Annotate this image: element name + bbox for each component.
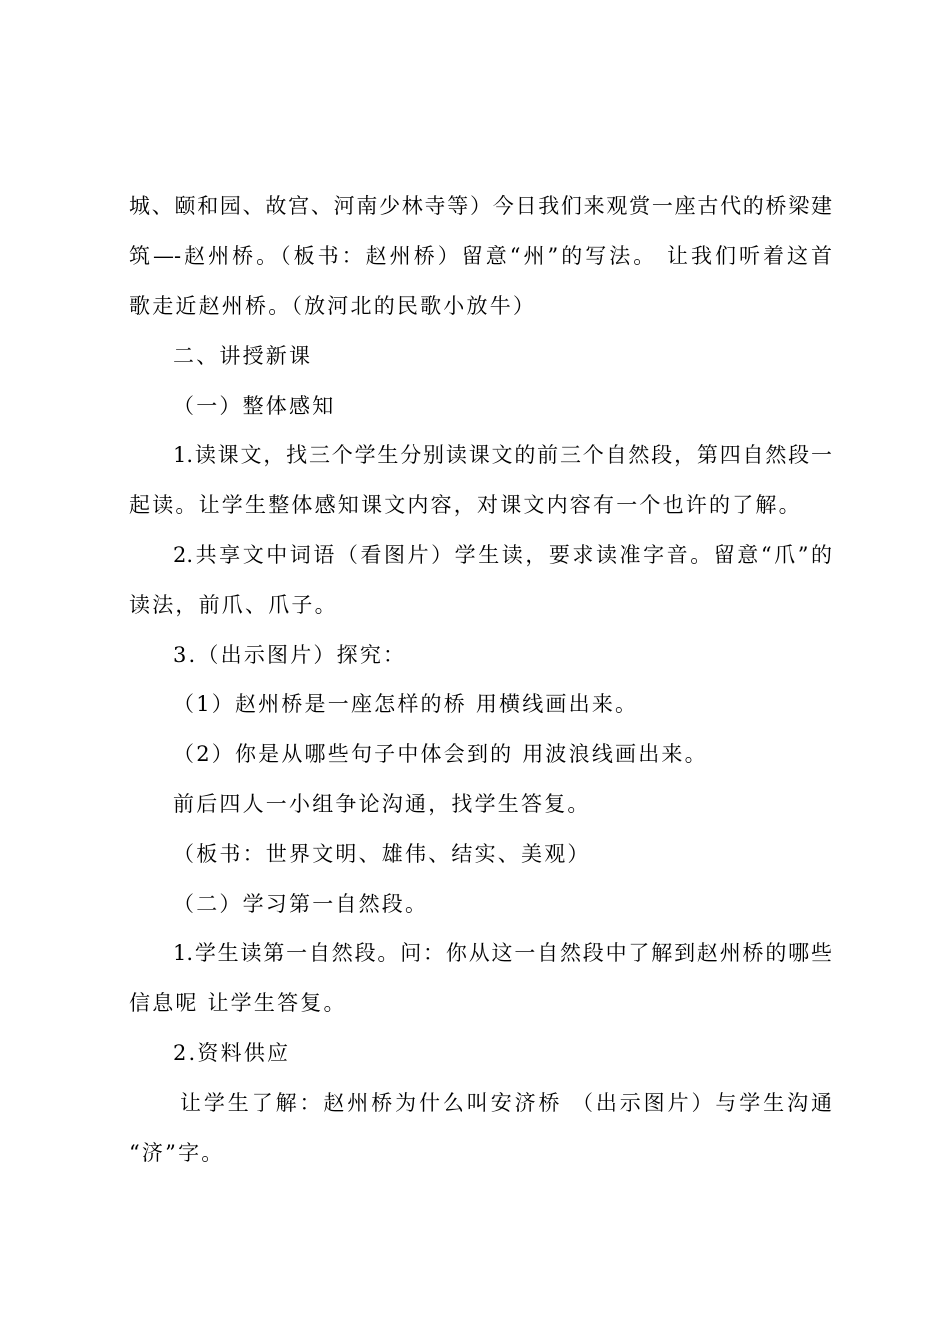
paragraph-line: 1.学生读第一自然段。问：你从这一自然段中了解到赵州桥的哪些 xyxy=(173,941,832,965)
paragraph-line: （1）赵州桥是一座怎样的桥 用横线画出来。 xyxy=(173,692,639,716)
paragraph-line: 让学生了解：赵州桥为什么叫安济桥 （出示图片）与学生沟通 xyxy=(180,1091,832,1115)
subsection-heading: （二）学习第一自然段。 xyxy=(173,892,429,916)
paragraph-line: 起读。让学生整体感知课文内容，对课文内容有一个也许的了解。 xyxy=(129,493,802,517)
paragraph-line: （2）你是从哪些句子中体会到的 用波浪线画出来。 xyxy=(173,742,708,766)
paragraph-line: 城、颐和园、故宫、河南少林寺等）今日我们来观赏一座古代的桥梁建 xyxy=(129,194,832,218)
paragraph-line: 信息呢 让学生答复。 xyxy=(129,991,347,1015)
paragraph-line: （板书：世界文明、雄伟、结实、美观） xyxy=(173,842,591,866)
subsection-heading: （一）整体感知 xyxy=(173,394,336,418)
paragraph-line: 读法，前爪、爪子。 xyxy=(129,593,338,617)
paragraph-line: 2.共享文中词语（看图片）学生读，要求读准字音。留意“爪”的 xyxy=(173,543,832,567)
paragraph-line: 歌走近赵州桥。（放河北的民歌小放牛） xyxy=(129,294,537,318)
paragraph-line: 3.（出示图片）探究： xyxy=(173,643,407,667)
paragraph-line: 前后四人一小组争论沟通，找学生答复。 xyxy=(173,792,591,816)
paragraph-line: 1.读课文，找三个学生分别读课文的前三个自然段，第四自然段一 xyxy=(173,443,832,467)
section-heading: 二、讲授新课 xyxy=(173,344,313,368)
paragraph-line: 筑—-赵州桥。（板书：赵州桥）留意“州”的写法。 让我们听着这首 xyxy=(129,244,832,268)
paragraph-line: “济”字。 xyxy=(129,1141,225,1165)
paragraph-line: 2.资料供应 xyxy=(173,1041,291,1065)
